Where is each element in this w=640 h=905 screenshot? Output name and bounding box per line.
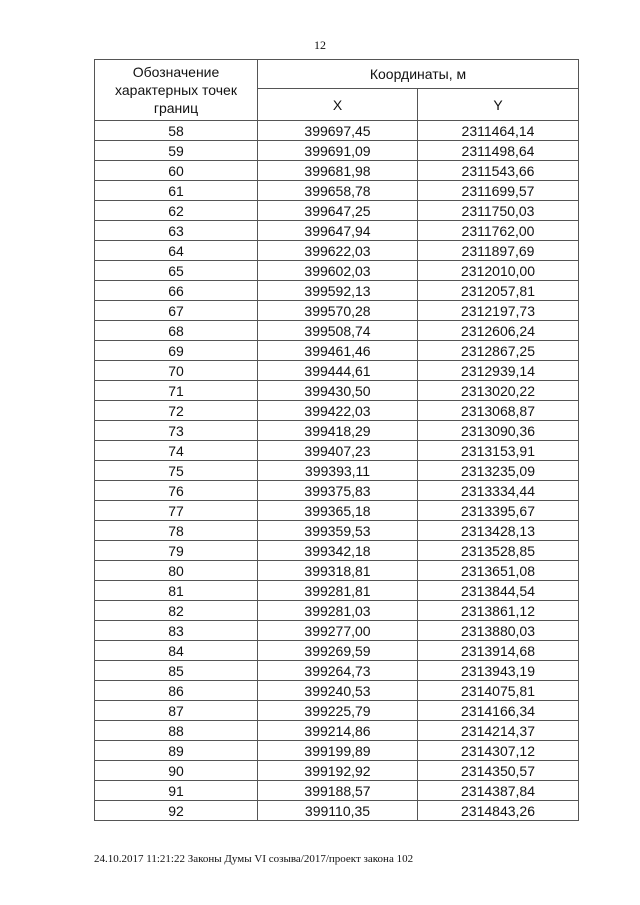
table-row [95, 481, 579, 501]
y-cell: 2313020,22 [418, 381, 579, 401]
table-row [95, 141, 579, 161]
table-row [95, 301, 579, 321]
point-cell: 92 [95, 801, 258, 821]
point-cell: 83 [95, 621, 258, 641]
point-cell: 82 [95, 601, 258, 621]
point-cell: 86 [95, 681, 258, 701]
x-cell: 399691,09 [258, 141, 418, 161]
x-cell: 399592,13 [258, 281, 418, 301]
table-row [95, 561, 579, 581]
point-cell: 66 [95, 281, 258, 301]
y-cell: 2314350,57 [418, 761, 579, 781]
point-cell: 71 [95, 381, 258, 401]
x-cell: 399342,18 [258, 541, 418, 561]
table-row [95, 281, 579, 301]
header-coordinates: Координаты, м [258, 60, 579, 89]
point-cell: 89 [95, 741, 258, 761]
table-row [95, 401, 579, 421]
table-row [95, 541, 579, 561]
point-cell: 90 [95, 761, 258, 781]
header-point-designation: Обозначение характерных точек границ [95, 60, 258, 121]
y-cell: 2311897,69 [418, 241, 579, 261]
y-cell: 2313334,44 [418, 481, 579, 501]
x-cell: 399277,00 [258, 621, 418, 641]
x-cell: 399192,92 [258, 761, 418, 781]
x-cell: 399199,89 [258, 741, 418, 761]
point-cell: 61 [95, 181, 258, 201]
table-row [95, 641, 579, 661]
x-cell: 399461,46 [258, 341, 418, 361]
y-cell: 2314843,26 [418, 801, 579, 821]
point-cell: 88 [95, 721, 258, 741]
y-cell: 2314075,81 [418, 681, 579, 701]
table-row [95, 661, 579, 681]
y-cell: 2313943,19 [418, 661, 579, 681]
table-row [95, 801, 579, 821]
table-row [95, 681, 579, 701]
point-cell: 87 [95, 701, 258, 721]
x-cell: 399570,28 [258, 301, 418, 321]
point-cell: 79 [95, 541, 258, 561]
point-cell: 72 [95, 401, 258, 421]
point-cell: 59 [95, 141, 258, 161]
x-cell: 399240,53 [258, 681, 418, 701]
point-cell: 58 [95, 121, 258, 141]
point-cell: 75 [95, 461, 258, 481]
point-cell: 63 [95, 221, 258, 241]
table-row [95, 761, 579, 781]
x-cell: 399359,53 [258, 521, 418, 541]
table-row [95, 601, 579, 621]
table-row [95, 741, 579, 761]
y-cell: 2313528,85 [418, 541, 579, 561]
x-cell: 399214,86 [258, 721, 418, 741]
y-cell: 2313844,54 [418, 581, 579, 601]
x-cell: 399318,81 [258, 561, 418, 581]
y-cell: 2312867,25 [418, 341, 579, 361]
point-cell: 78 [95, 521, 258, 541]
y-cell: 2313651,08 [418, 561, 579, 581]
x-cell: 399622,03 [258, 241, 418, 261]
x-cell: 399264,73 [258, 661, 418, 681]
point-cell: 85 [95, 661, 258, 681]
table-row [95, 261, 579, 281]
x-cell: 399375,83 [258, 481, 418, 501]
table-row [95, 161, 579, 181]
x-cell: 399365,18 [258, 501, 418, 521]
table-row [95, 441, 579, 461]
x-cell: 399647,94 [258, 221, 418, 241]
point-cell: 64 [95, 241, 258, 261]
y-cell: 2313395,67 [418, 501, 579, 521]
x-cell: 399281,03 [258, 601, 418, 621]
footer-stamp: 24.10.2017 11:21:22 Законы Думы VI созыва/2017/проект закона 102 [94, 853, 414, 865]
y-cell: 2313914,68 [418, 641, 579, 661]
point-cell: 67 [95, 301, 258, 321]
table-row [95, 241, 579, 261]
y-cell: 2314166,34 [418, 701, 579, 721]
y-cell: 2312010,00 [418, 261, 579, 281]
table-body [95, 121, 579, 821]
table-row [95, 701, 579, 721]
page-number: 12 [314, 38, 326, 52]
point-cell: 77 [95, 501, 258, 521]
x-cell: 399681,98 [258, 161, 418, 181]
point-cell: 74 [95, 441, 258, 461]
y-cell: 2311699,57 [418, 181, 579, 201]
point-cell: 91 [95, 781, 258, 801]
y-cell: 2312057,81 [418, 281, 579, 301]
table-row [95, 381, 579, 401]
y-cell: 2312939,14 [418, 361, 579, 381]
x-cell: 399697,45 [258, 121, 418, 141]
x-cell: 399188,57 [258, 781, 418, 801]
table-row [95, 341, 579, 361]
point-cell: 70 [95, 361, 258, 381]
x-cell: 399225,79 [258, 701, 418, 721]
table-row [95, 721, 579, 741]
header-y: Y [418, 89, 579, 121]
x-cell: 399422,03 [258, 401, 418, 421]
table-row [95, 201, 579, 221]
table-row [95, 461, 579, 481]
point-cell: 73 [95, 421, 258, 441]
y-cell: 2313428,13 [418, 521, 579, 541]
point-cell: 76 [95, 481, 258, 501]
x-cell: 399393,11 [258, 461, 418, 481]
y-cell: 2313861,12 [418, 601, 579, 621]
table-row [95, 501, 579, 521]
x-cell: 399508,74 [258, 321, 418, 341]
table-row [95, 181, 579, 201]
table-row [95, 121, 579, 141]
y-cell: 2313153,91 [418, 441, 579, 461]
x-cell: 399110,35 [258, 801, 418, 821]
point-cell: 80 [95, 561, 258, 581]
y-cell: 2313068,87 [418, 401, 579, 421]
y-cell: 2311543,66 [418, 161, 579, 181]
table-row [95, 361, 579, 381]
point-cell: 68 [95, 321, 258, 341]
y-cell: 2313090,36 [418, 421, 579, 441]
table-row [95, 221, 579, 241]
x-cell: 399281,81 [258, 581, 418, 601]
table-row [95, 581, 579, 601]
y-cell: 2311750,03 [418, 201, 579, 221]
y-cell: 2311498,64 [418, 141, 579, 161]
header-x: X [258, 89, 418, 121]
coordinates-table [94, 59, 579, 821]
x-cell: 399602,03 [258, 261, 418, 281]
point-cell: 81 [95, 581, 258, 601]
x-cell: 399647,25 [258, 201, 418, 221]
point-cell: 65 [95, 261, 258, 281]
table-row [95, 321, 579, 341]
y-cell: 2314214,37 [418, 721, 579, 741]
table-row [95, 621, 579, 641]
y-cell: 2311762,00 [418, 221, 579, 241]
table-row [95, 521, 579, 541]
x-cell: 399269,59 [258, 641, 418, 661]
y-cell: 2314307,12 [418, 741, 579, 761]
y-cell: 2312197,73 [418, 301, 579, 321]
point-cell: 62 [95, 201, 258, 221]
y-cell: 2313880,03 [418, 621, 579, 641]
table-row [95, 421, 579, 441]
point-cell: 60 [95, 161, 258, 181]
x-cell: 399407,23 [258, 441, 418, 461]
y-cell: 2313235,09 [418, 461, 579, 481]
x-cell: 399444,61 [258, 361, 418, 381]
point-cell: 69 [95, 341, 258, 361]
x-cell: 399418,29 [258, 421, 418, 441]
y-cell: 2314387,84 [418, 781, 579, 801]
y-cell: 2312606,24 [418, 321, 579, 341]
x-cell: 399430,50 [258, 381, 418, 401]
table-row [95, 781, 579, 801]
point-cell: 84 [95, 641, 258, 661]
y-cell: 2311464,14 [418, 121, 579, 141]
x-cell: 399658,78 [258, 181, 418, 201]
